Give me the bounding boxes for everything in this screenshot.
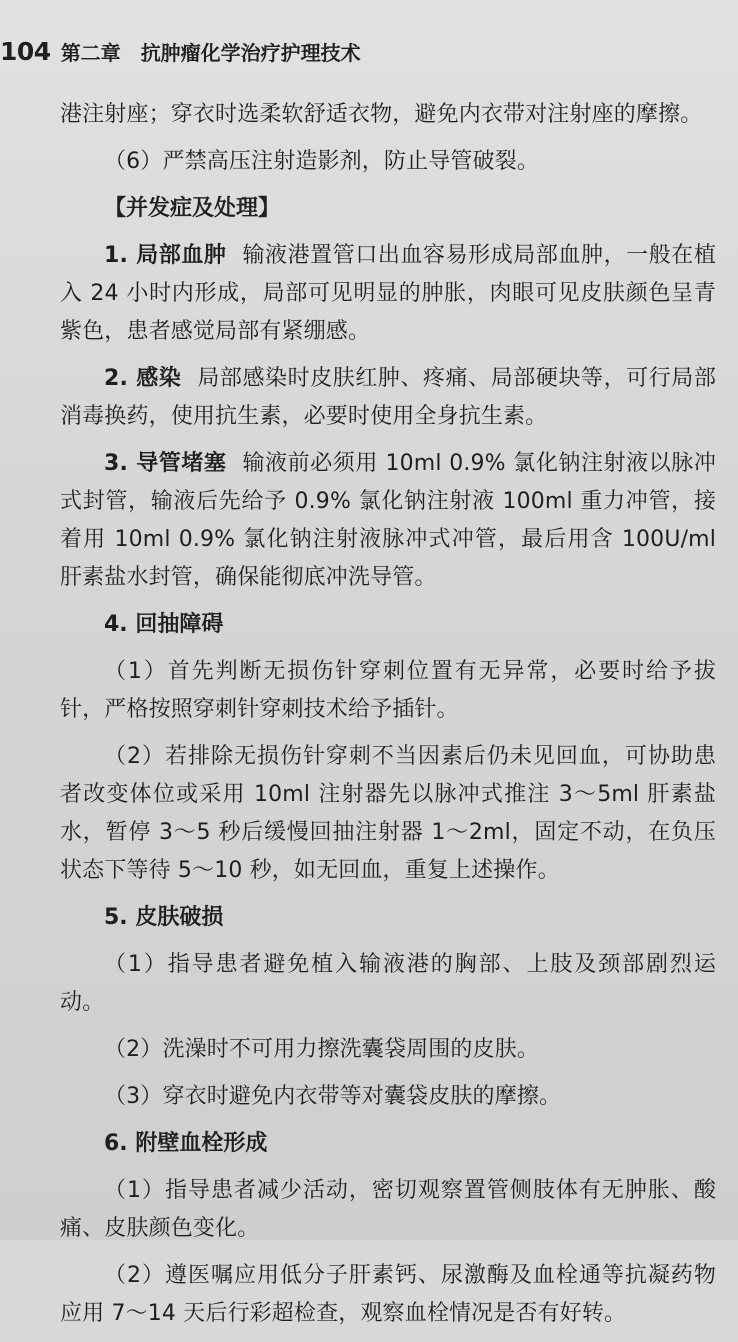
page-number: 104 [0,36,51,66]
page-content [60,96,716,1342]
section-4-item-2: （2）若排除无损伤针穿刺不当因素后仍未见回血，可协助患者改变体位或采用 10ml 注射器先以脉冲式推注 3～5ml 肝素盐水，暂停 3～5 秒后缓慢回抽注射器 1～2ml，固定不动，在负压状态下等待 5～10 秒，如无回血，重复上述操作。 [60,744,716,883]
running-title: 抗肿瘤化学治疗护理技术 [140,40,361,65]
complication-body: 输液港置管口出血容易形成局部血肿，一般在植入 24 小时内形成，局部可见明显的肿胀，肉眼可见皮肤颜色呈青紫色，患者感觉局部有紧绷感。 [60,243,716,344]
section-5-item-3: （3）穿衣时避免内衣带等对囊袋皮肤的摩擦。 [104,1084,562,1109]
complication-title: 2. 感染 [104,366,182,391]
section-heading: 【并发症及处理】 [104,196,281,221]
section-6-title: 6. 附壁血栓形成 [104,1131,268,1156]
chapter-label: 第二章 [60,40,121,65]
section-5-item-2: （2）洗澡时不可用力擦洗囊袋周围的皮肤。 [104,1037,539,1062]
complication-body: 输液前必须用 10ml 0.9% 氯化钠注射液以脉冲式封管，输液后先给予 0.9% 氯化钠注射液 100ml 重力冲管，接着用 10ml 0.9% 氯化钠注射液脉冲式冲管，最后用含 100U/ml 肝素盐水封管，确保能彻底冲洗导管。 [60,451,717,590]
complication-title: 3. 导管堵塞 [104,451,227,476]
complication-body: 局部感染时皮肤红肿、疼痛、局部硬块等，可行局部消毒换药，使用抗生素，必要时使用全身抗生素。 [60,366,717,429]
complication-2 [60,360,716,436]
section-4-item-1: （1）首先判断无损伤针穿刺位置有无异常，必要时给予拔针，严格按照穿刺针穿刺技术给予插针。 [60,659,716,722]
section-6-item-1: （1）指导患者减少活动，密切观察置管侧肢体有无肿胀、酸痛、皮肤颜色变化。 [60,1178,716,1241]
section-4-title: 4. 回抽障碍 [104,612,224,637]
page-header [0,36,361,66]
list-item-6: （6）严禁高压注射造影剂，防止导管破裂。 [104,149,539,174]
intro-continuation: 港注射座；穿衣时选柔软舒适衣物，避免内衣带对注射座的摩擦。 [60,102,703,127]
complication-title: 1. 局部血肿 [104,243,227,268]
section-6-item-2: （2）遵医嘱应用低分子肝素钙、尿激酶及血栓通等抗凝药物应用 7～14 天后行彩超检查，观察血栓情况是否有好转。 [60,1263,716,1326]
complication-3 [60,445,716,597]
complication-1 [60,237,716,351]
section-5-item-1: （1）指导患者避免植入输液港的胸部、上肢及颈部剧烈运动。 [60,952,716,1015]
section-5-title: 5. 皮肤破损 [104,905,224,930]
